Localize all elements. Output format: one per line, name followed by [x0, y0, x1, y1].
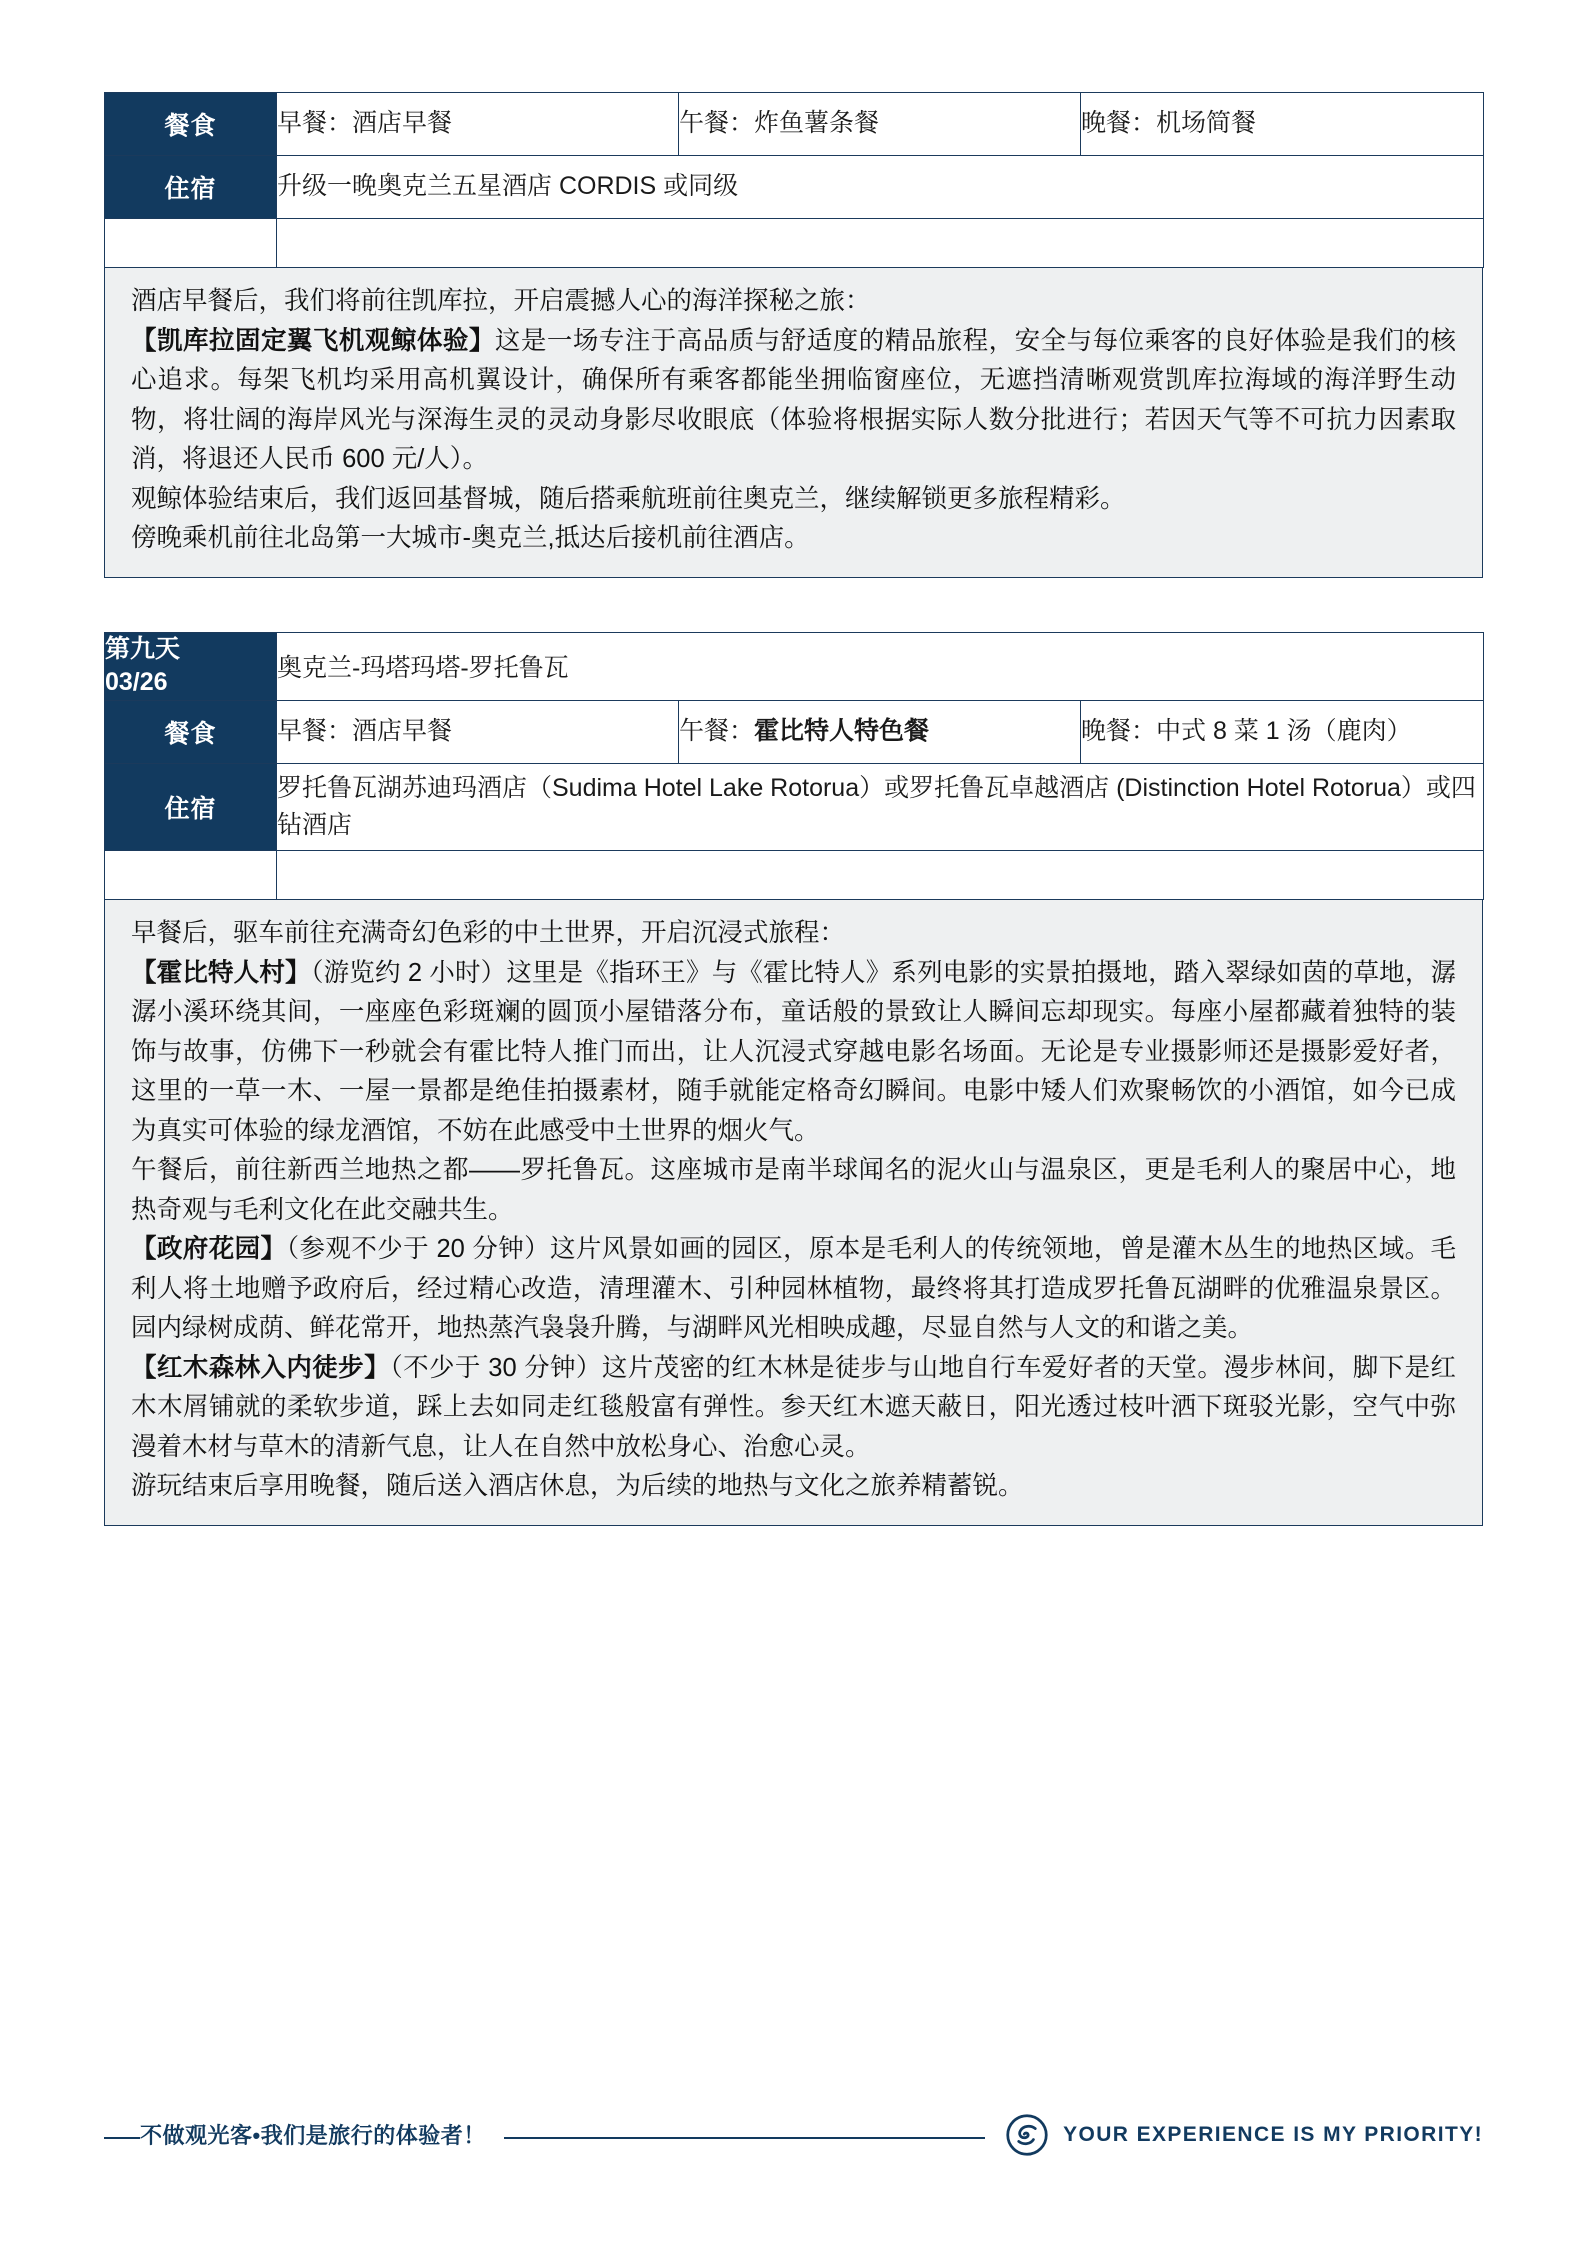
day9-day-label: [105, 632, 277, 701]
day8-table: [104, 92, 1484, 268]
footer-brand: [985, 2113, 1483, 2157]
day9-desc-line-4: [131, 1230, 1456, 1349]
footer-slogan: 不做观光客•我们是旅行的体验者！: [140, 2119, 504, 2150]
day9-highlight-1: 【霍比特人村】: [131, 958, 311, 987]
day8-hotel-row: [105, 156, 1484, 219]
day9-route: 奥克兰-玛塔玛塔-罗托鲁瓦: [277, 632, 1484, 701]
day9-desc-line-5-rest: （不少于 30 分钟）这片茂密的红木林是徒步与山地自行车爱好者的天堂。漫步林间，脚下是红木木屑铺就的柔软步道，踩上去如同走红毯般富有弹性。参天红木遮天蔽日，阳光透过枝叶洒下斑驳光影，空气中弥漫着木材与草木的清新气息，让人在自然中放松身心、治愈心灵。: [131, 1353, 1456, 1461]
day9-highlight-3: 【红木森林入内徒步】: [131, 1353, 390, 1382]
day9-spacer-row: [105, 851, 1484, 900]
day9-desc-line-2: [131, 954, 1456, 1152]
day9-breakfast: 早餐：酒店早餐: [277, 701, 679, 764]
day9-dinner: 晚餐：中式 8 菜 1 汤（鹿肉）: [1081, 701, 1484, 764]
day8-hotel-label: 住宿: [105, 156, 277, 219]
day9-hotel-label: 住宿: [105, 764, 277, 851]
day9-desc-line-2-rest: （游览约 2 小时）这里是《指环王》与《霍比特人》系列电影的实景拍摄地，踏入翠绿如茵的草地，潺潺小溪环绕其间，一座座色彩斑斓的圆顶小屋错落分布，童话般的景致让人瞬间忘却现实。每座小屋都藏着独特的装饰与故事，仿佛下一秒就会有霍比特人推门而出，让人沉浸式穿越电影名场面。无论是专业摄影师还是摄影爱好者，这里的一草一木、一屋一景都是绝佳拍摄素材，随手就能定格奇幻瞬间。电影中矮人们欢聚畅饮的小酒馆，如今已成为真实可体验的绿龙酒馆，不妨在此感受中土世界的烟火气。: [131, 958, 1456, 1145]
day9-description: [104, 900, 1483, 1526]
day8-lunch: 午餐：炸鱼薯条餐: [679, 93, 1081, 156]
day8-description: [104, 268, 1483, 578]
day8-dinner: 晚餐：机场简餐: [1081, 93, 1484, 156]
day8-desc-line-2: [131, 322, 1456, 480]
day8-spacer-row: [105, 219, 1484, 268]
day8-meals-row: [105, 93, 1484, 156]
page-footer: [104, 2123, 1483, 2191]
spiral-logo-icon: [1005, 2113, 1049, 2157]
day9-meals-row: [105, 701, 1484, 764]
day8-highlight-1: 【凯库拉固定翼飞机观鲸体验】: [131, 326, 495, 355]
day9-table: [104, 632, 1484, 901]
day8-meals-label: 餐食: [105, 93, 277, 156]
day8-breakfast: 早餐：酒店早餐: [277, 93, 679, 156]
day9-meals-label: 餐食: [105, 701, 277, 764]
day9-spacer-cell-right: [277, 851, 1484, 900]
day9-desc-line-1: 早餐后，驱车前往充满奇幻色彩的中土世界，开启沉浸式旅程：: [131, 919, 846, 948]
day9-desc-line-4-rest: （参观不少于 20 分钟）这片风景如画的园区，原本是毛利人的传统领地，曾是灌木丛生的地热区域。毛利人将土地赠予政府后，经过精心改造，清理灌木、引种园林植物，最终将其打造成罗托鲁瓦湖畔的优雅温泉景区。园内绿树成荫、鲜花常开，地热蒸汽袅袅升腾，与湖畔风光相映成趣，尽显自然与人文的和谐之美。: [131, 1235, 1456, 1343]
day9-header-row: [105, 632, 1484, 701]
day9-highlight-2: 【政府花园】: [131, 1235, 287, 1264]
footer-tagline: YOUR EXPERIENCE IS MY PRIORITY!: [1063, 2123, 1483, 2146]
section-gap: [104, 578, 1483, 632]
day9-hotel-row: [105, 764, 1484, 851]
day9-day-date: 03/26: [105, 668, 168, 697]
day9-lunch-bold: 霍比特人特色餐: [754, 717, 930, 746]
day9-desc-line-3: 午餐后，前往新西兰地热之都——罗托鲁瓦。这座城市是南半球闻名的泥火山与温泉区，更是毛利人的聚居中心，地热奇观与毛利文化在此交融共生。: [131, 1156, 1456, 1224]
day8-desc-line-1: 酒店早餐后，我们将前往凯库拉，开启震撼人心的海洋探秘之旅：: [131, 287, 871, 315]
day8-desc-line-2-rest: 这是一场专注于高品质与舒适度的精品旅程，安全与每位乘客的良好体验是我们的核心追求。每架飞机均采用高机翼设计，确保所有乘客都能坐拥临窗座位，无遮挡清晰观赏凯库拉海域的海洋野生动物，将壮阔的海岸风光与深海生灵的灵动身影尽收眼底（体验将根据实际人数分批进行；若因天气等不可抗力因素取消，将退还人民币 600 元/人）。: [131, 326, 1456, 474]
day8-spacer-cell-right: [277, 219, 1484, 268]
day9-desc-line-6: 游玩结束后享用晚餐，随后送入酒店休息，为后续的地热与文化之旅养精蓄锐。: [131, 1472, 1024, 1501]
day8-hotel-text: 升级一晚奥克兰五星酒店 CORDIS 或同级: [277, 156, 1484, 219]
day9-day-number: 第九天: [105, 634, 181, 663]
day9-desc-line-5: [131, 1349, 1456, 1468]
day9-hotel-text: 罗托鲁瓦湖苏迪玛酒店（Sudima Hotel Lake Rotorua）或罗托鲁瓦卓越酒店 (Distinction Hotel Rotorua）或四钻酒店: [277, 764, 1484, 851]
day8-spacer-cell-left: [105, 219, 277, 268]
day8-desc-line-3: 观鲸体验结束后，我们返回基督城，随后搭乘航班前往奥克兰，继续解锁更多旅程精彩。: [131, 484, 1126, 513]
day8-desc-line-4: 傍晚乘机前往北岛第一大城市-奥克兰,抵达后接机前往酒店。: [131, 524, 810, 553]
day9-lunch: [679, 701, 1081, 764]
day9-spacer-cell-left: [105, 851, 277, 900]
day9-lunch-prefix: 午餐：: [679, 717, 755, 746]
